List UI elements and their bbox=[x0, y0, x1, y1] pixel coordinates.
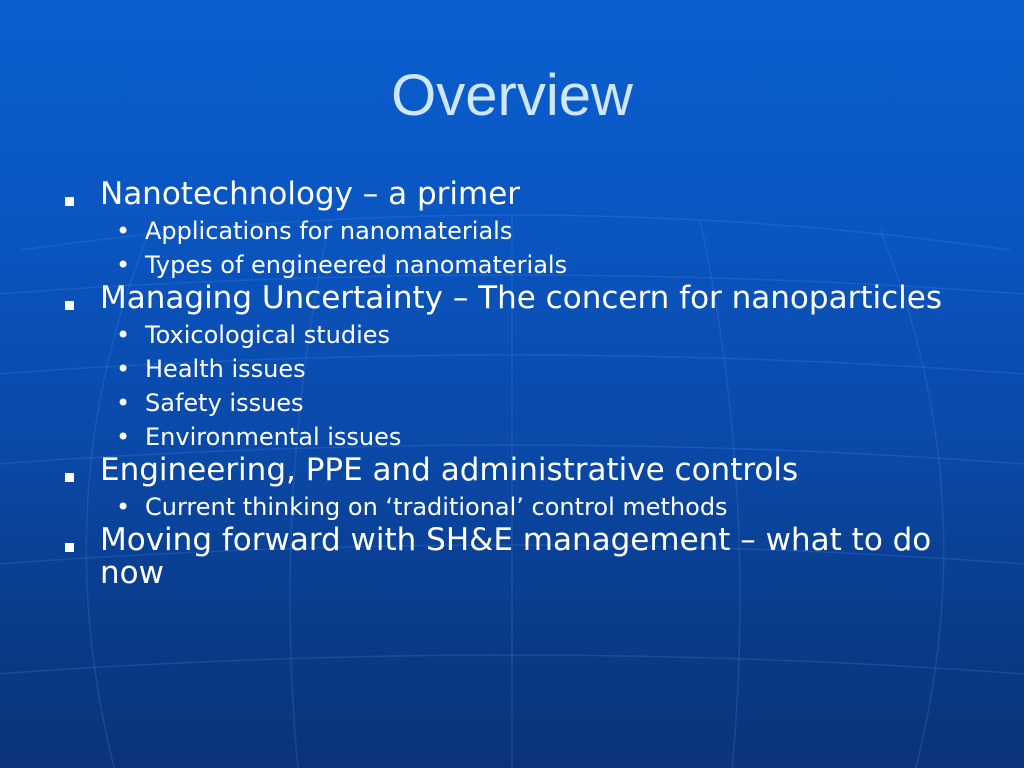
square-bullet-icon bbox=[65, 543, 74, 552]
square-bullet-icon bbox=[65, 301, 74, 310]
dot-bullet-icon: • bbox=[116, 251, 131, 279]
dot-bullet-icon: • bbox=[116, 389, 131, 417]
dot-bullet-icon: • bbox=[116, 493, 131, 521]
sub-bullet-item bbox=[62, 352, 942, 386]
sub-bullet-text: Safety issues bbox=[145, 389, 304, 417]
sub-bullet-text: Current thinking on ‘traditional’ control methods bbox=[145, 493, 728, 521]
bullet-item bbox=[62, 178, 942, 211]
dot-bullet-icon: • bbox=[116, 217, 131, 245]
sub-bullet-text: Toxicological studies bbox=[145, 321, 391, 349]
sub-bullet-item bbox=[62, 420, 942, 454]
square-bullet-icon bbox=[65, 473, 74, 482]
bullet-text: Managing Uncertainty – The concern for nanoparticles bbox=[100, 280, 942, 316]
dot-bullet-icon: • bbox=[116, 423, 131, 451]
bullet-text: Engineering, PPE and administrative controls bbox=[100, 452, 799, 488]
square-bullet-icon bbox=[65, 197, 74, 206]
bullet-item bbox=[62, 454, 942, 487]
sub-bullet-item bbox=[62, 248, 942, 282]
bullet-list bbox=[62, 178, 942, 593]
slide-title: Overview bbox=[391, 63, 633, 128]
sub-bullet-item bbox=[62, 318, 942, 352]
sub-bullet-item bbox=[62, 214, 942, 248]
sub-bullet-item bbox=[62, 386, 942, 420]
bullet-text: Moving forward with SH&E management – what to do now bbox=[100, 522, 932, 591]
sub-bullet-text: Types of engineered nanomaterials bbox=[145, 251, 568, 279]
sub-bullet-text: Environmental issues bbox=[145, 423, 402, 451]
bullet-item bbox=[62, 524, 942, 590]
sub-bullet-text: Health issues bbox=[145, 355, 306, 383]
sub-bullet-text: Applications for nanomaterials bbox=[145, 217, 513, 245]
sub-bullet-item bbox=[62, 490, 942, 524]
dot-bullet-icon: • bbox=[116, 355, 131, 383]
bullet-text: Nanotechnology – a primer bbox=[100, 176, 521, 212]
dot-bullet-icon: • bbox=[116, 321, 131, 349]
bullet-item bbox=[62, 282, 942, 315]
